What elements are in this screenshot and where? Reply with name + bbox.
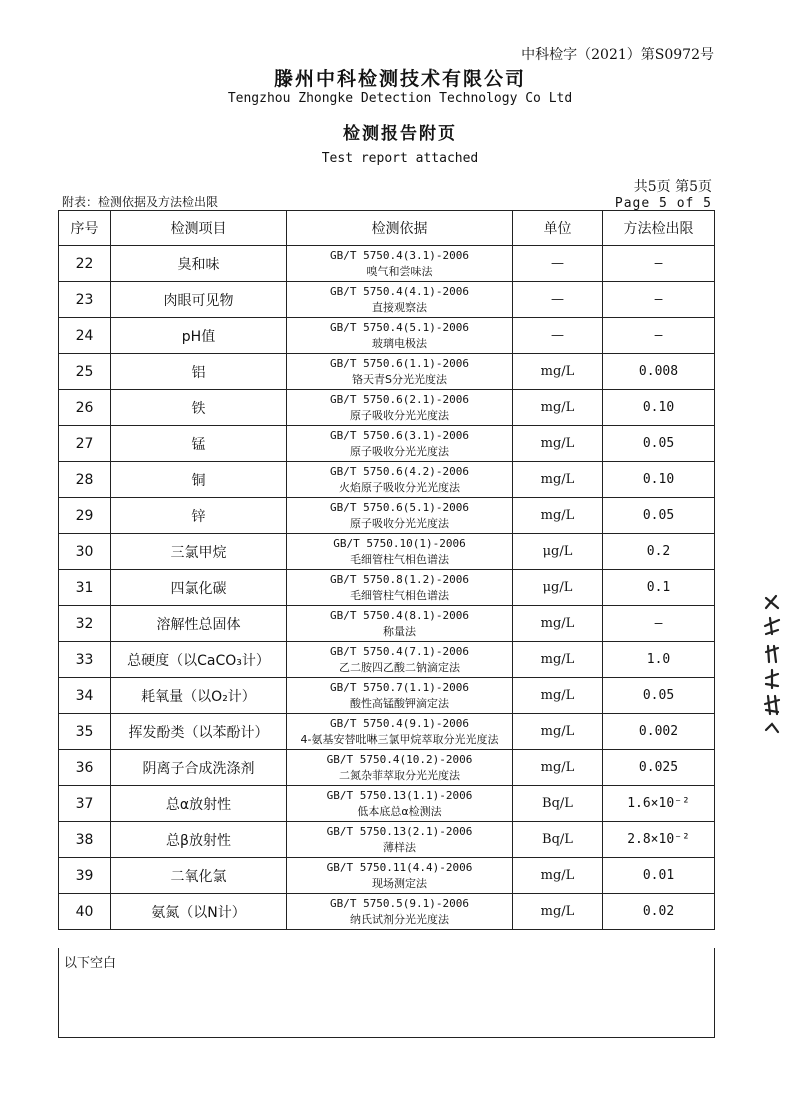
row-item: 总α放射性 (111, 786, 287, 822)
header-limit: 方法检出限 (603, 211, 715, 246)
row-item: 二氧化氯 (111, 858, 287, 894)
row-limit: 0.10 (603, 462, 715, 498)
row-number: 34 (59, 678, 111, 714)
table-row (59, 318, 715, 354)
row-basis (287, 750, 513, 786)
row-basis (287, 642, 513, 678)
standard-code: GB/T 5750.11(4.4)-2006 (326, 860, 473, 874)
row-unit: mg/L (513, 462, 603, 498)
row-number: 30 (59, 534, 111, 570)
row-unit: mg/L (513, 858, 603, 894)
method-name: 乙二胺四乙酸二钠滴定法 (339, 660, 460, 674)
row-item: 总β放射性 (111, 822, 287, 858)
row-unit: — (513, 246, 603, 282)
detection-table (58, 210, 715, 930)
table-row (59, 714, 715, 750)
row-limit: 0.025 (603, 750, 715, 786)
table-body (59, 246, 715, 930)
row-unit: mg/L (513, 642, 603, 678)
row-number: 28 (59, 462, 111, 498)
row-number: 25 (59, 354, 111, 390)
row-number: 27 (59, 426, 111, 462)
standard-code: GB/T 5750.4(5.1)-2006 (329, 320, 470, 334)
row-unit: mg/L (513, 678, 603, 714)
row-unit: Bq/L (513, 786, 603, 822)
blank-note: 以下空白 (64, 956, 117, 971)
row-limit: — (603, 282, 715, 318)
row-limit: — (603, 318, 715, 354)
row-limit: 0.1 (603, 570, 715, 606)
row-unit: mg/L (513, 498, 603, 534)
row-limit: 1.6×10⁻² (603, 786, 715, 822)
row-number: 31 (59, 570, 111, 606)
row-limit: 0.02 (603, 894, 715, 930)
standard-code: GB/T 5750.6(4.2)-2006 (329, 464, 470, 478)
table-row (59, 894, 715, 930)
seam-stamp-mark (760, 590, 784, 740)
header-item: 检测项目 (111, 211, 287, 246)
company-name-cn: 滕州中科检测技术有限公司 (273, 68, 526, 90)
method-name: 酸性高锰酸钾滴定法 (350, 696, 449, 710)
row-limit: — (603, 246, 715, 282)
table-row (59, 750, 715, 786)
standard-code: GB/T 5750.4(7.1)-2006 (329, 644, 470, 658)
row-number: 37 (59, 786, 111, 822)
row-basis (287, 678, 513, 714)
standard-code: GB/T 5750.6(5.1)-2006 (329, 500, 470, 514)
row-unit: mg/L (513, 426, 603, 462)
table-row (59, 390, 715, 426)
header-unit: 单位 (513, 211, 603, 246)
row-basis (287, 246, 513, 282)
row-basis (287, 714, 513, 750)
row-basis (287, 462, 513, 498)
standard-code: GB/T 5750.4(4.1)-2006 (329, 284, 470, 298)
standard-code: GB/T 5750.6(1.1)-2006 (329, 356, 470, 370)
table-row (59, 606, 715, 642)
header-no: 序号 (59, 211, 111, 246)
report-title-cn: 检测报告附页 (343, 124, 457, 144)
table-row (59, 678, 715, 714)
row-unit: — (513, 318, 603, 354)
row-limit: — (603, 606, 715, 642)
report-title-en: Test report attached (321, 151, 479, 166)
row-number: 32 (59, 606, 111, 642)
row-limit: 1.0 (603, 642, 715, 678)
table-row (59, 426, 715, 462)
row-unit: μg/L (513, 534, 603, 570)
row-basis (287, 570, 513, 606)
blank-area (58, 948, 715, 1038)
method-name: 原子吸收分光光度法 (350, 408, 449, 422)
row-item: 铜 (111, 462, 287, 498)
appendix-label: 附表：检测依据及方法检出限 (62, 195, 219, 209)
row-number: 38 (59, 822, 111, 858)
method-name: 薄样法 (383, 840, 416, 854)
table-row (59, 786, 715, 822)
row-basis (287, 858, 513, 894)
row-basis (287, 786, 513, 822)
row-item: 铁 (111, 390, 287, 426)
table-header-row (59, 211, 715, 246)
table-row (59, 858, 715, 894)
table-row (59, 354, 715, 390)
row-number: 40 (59, 894, 111, 930)
header-basis: 检测依据 (287, 211, 513, 246)
row-basis (287, 606, 513, 642)
table-row (59, 534, 715, 570)
method-name: 4-氨基安替吡啉三氯甲烷萃取分光光度法 (300, 732, 499, 746)
row-unit: mg/L (513, 354, 603, 390)
standard-code: GB/T 5750.7(1.1)-2006 (329, 680, 470, 694)
row-item: 耗氧量（以O₂计） (111, 678, 287, 714)
method-name: 低本底总α检测法 (357, 804, 442, 818)
table-row (59, 462, 715, 498)
row-limit: 2.8×10⁻² (603, 822, 715, 858)
standard-code: GB/T 5750.6(3.1)-2006 (329, 428, 470, 442)
method-name: 二氮杂菲萃取分光光度法 (339, 768, 460, 782)
row-unit: μg/L (513, 570, 603, 606)
table-row (59, 822, 715, 858)
page-indicator-cn: 共5页 第5页 (633, 179, 712, 195)
row-unit: mg/L (513, 894, 603, 930)
table-row (59, 282, 715, 318)
row-number: 26 (59, 390, 111, 426)
standard-code: GB/T 5750.10(1)-2006 (333, 536, 466, 550)
method-name: 称量法 (383, 624, 416, 638)
report-number: 中科检字（2021）第S0972号 (521, 47, 714, 63)
row-limit: 0.002 (603, 714, 715, 750)
page-indicator-en: Page 5 of 5 (614, 196, 712, 211)
row-number: 35 (59, 714, 111, 750)
method-name: 嗅气和尝味法 (366, 264, 433, 278)
standard-code: GB/T 5750.5(9.1)-2006 (329, 896, 470, 910)
method-name: 原子吸收分光光度法 (350, 444, 449, 458)
row-number: 36 (59, 750, 111, 786)
row-number: 33 (59, 642, 111, 678)
row-limit: 0.01 (603, 858, 715, 894)
row-item: 臭和味 (111, 246, 287, 282)
row-basis (287, 318, 513, 354)
row-item: 锰 (111, 426, 287, 462)
row-item: 阴离子合成洗涤剂 (111, 750, 287, 786)
table-row (59, 498, 715, 534)
method-name: 玻璃电极法 (372, 336, 427, 350)
table-row (59, 570, 715, 606)
company-name-en: Tengzhou Zhongke Detection Technology Co Ltd (227, 91, 573, 106)
standard-code: GB/T 5750.4(10.2)-2006 (326, 752, 473, 766)
row-unit: mg/L (513, 390, 603, 426)
method-name: 纳氏试剂分光光度法 (350, 912, 449, 926)
row-basis (287, 894, 513, 930)
row-limit: 0.10 (603, 390, 715, 426)
row-item: 挥发酚类（以苯酚计） (111, 714, 287, 750)
row-limit: 0.008 (603, 354, 715, 390)
standard-code: GB/T 5750.6(2.1)-2006 (329, 392, 470, 406)
method-name: 毛细管柱气相色谱法 (350, 588, 449, 602)
row-unit: — (513, 282, 603, 318)
row-basis (287, 426, 513, 462)
table-row (59, 642, 715, 678)
row-basis (287, 822, 513, 858)
standard-code: GB/T 5750.4(3.1)-2006 (329, 248, 470, 262)
standard-code: GB/T 5750.13(1.1)-2006 (326, 788, 473, 802)
row-number: 23 (59, 282, 111, 318)
row-number: 22 (59, 246, 111, 282)
row-unit: Bq/L (513, 822, 603, 858)
row-item: 锌 (111, 498, 287, 534)
row-limit: 0.2 (603, 534, 715, 570)
row-basis (287, 534, 513, 570)
row-item: 肉眼可见物 (111, 282, 287, 318)
row-basis (287, 354, 513, 390)
table-row (59, 246, 715, 282)
row-item: 氨氮（以N计） (111, 894, 287, 930)
row-limit: 0.05 (603, 426, 715, 462)
standard-code: GB/T 5750.13(2.1)-2006 (326, 824, 473, 838)
row-unit: mg/L (513, 606, 603, 642)
row-item: pH值 (111, 318, 287, 354)
row-unit: mg/L (513, 714, 603, 750)
row-basis (287, 498, 513, 534)
row-item: 三氯甲烷 (111, 534, 287, 570)
method-name: 直接观察法 (372, 300, 427, 314)
standard-code: GB/T 5750.4(8.1)-2006 (329, 608, 470, 622)
row-unit: mg/L (513, 750, 603, 786)
method-name: 原子吸收分光光度法 (350, 516, 449, 530)
row-item: 四氯化碳 (111, 570, 287, 606)
method-name: 现场测定法 (372, 876, 427, 890)
row-limit: 0.05 (603, 498, 715, 534)
row-number: 29 (59, 498, 111, 534)
row-number: 39 (59, 858, 111, 894)
method-name: 毛细管柱气相色谱法 (350, 552, 449, 566)
standard-code: GB/T 5750.8(1.2)-2006 (329, 572, 470, 586)
row-basis (287, 390, 513, 426)
row-item: 溶解性总固体 (111, 606, 287, 642)
row-basis (287, 282, 513, 318)
method-name: 火焰原子吸收分光光度法 (339, 480, 460, 494)
standard-code: GB/T 5750.4(9.1)-2006 (329, 716, 470, 730)
row-limit: 0.05 (603, 678, 715, 714)
row-item: 总硬度（以CaCO₃计） (111, 642, 287, 678)
row-number: 24 (59, 318, 111, 354)
row-item: 铝 (111, 354, 287, 390)
method-name: 铬天青S分光光度法 (352, 372, 447, 386)
